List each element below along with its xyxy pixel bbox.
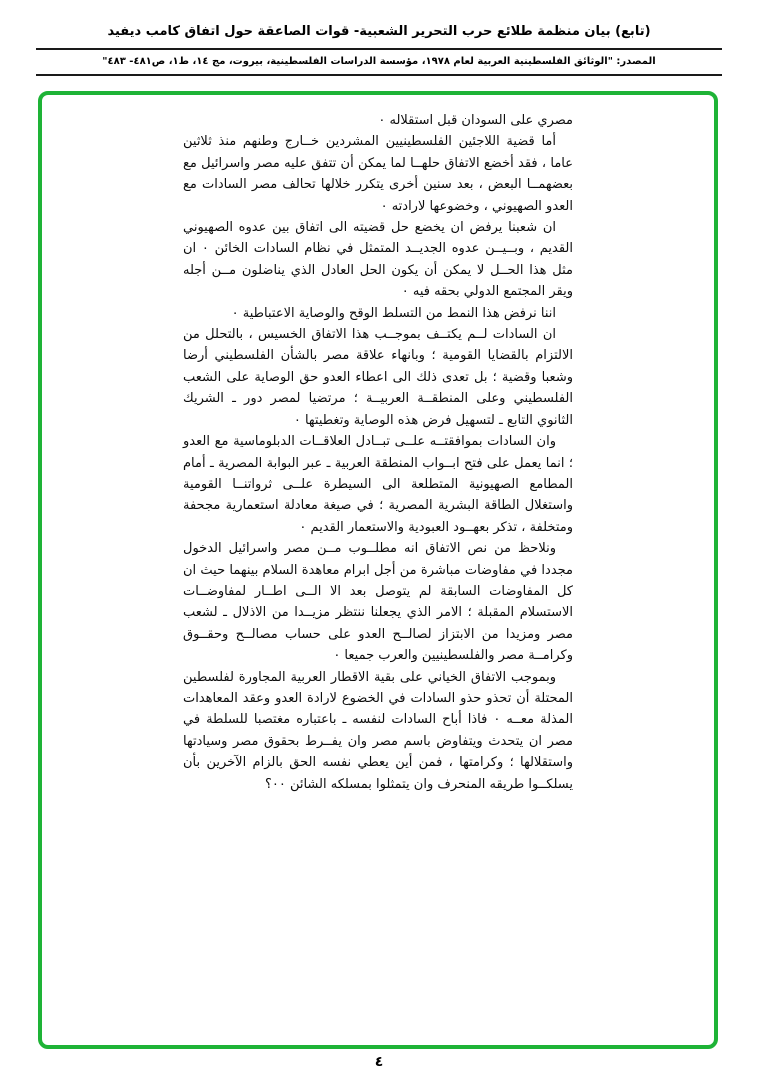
document-header: [0, 0, 758, 76]
paragraph: اننا نرفض هذا النمط من التسلط الوقح والوصاية الاعتباطية ٠: [231, 305, 556, 321]
paragraph: ان السادات لــم يكتــف بموجــب هذا الاتفاق الخسيس ، بالتحلل من الالتزام بالقضايا القومية ؛ وبانهاء علاقة مصر بالشأن الفلسطيني أرضا وشعبا وقضية ؛ بل تعدى ذلك الى اعطاء العدو حق الوصاية على الشعب الفلسطيني وعلى المنطقــة العربيــة ؛ مرتضيا لمصر دور ـ الشريك الثانوي التابع ـ لتسهيل فرض هذه الوصاية وتغطيتها ٠: [183, 327, 573, 428]
green-border-frame: [38, 91, 718, 1049]
document-title: (تابع) بيان منظمة طلائع حرب التحرير الشعبية- قوات الصاعقة حول اتفاق كامب ديفيد: [107, 24, 651, 39]
header-divider-top: [36, 48, 722, 50]
paragraph: وان السادات بموافقتــه علــى تبــادل العلاقــات الدبلوماسية مع العدو ؛ انما يعمل على فتح ابــواب المنطقة العربية ـ عبر البوابة المصرية ـ أمام المطامع الصهيونية المتطلعة الى السيطرة علــى ثرواتنــا القومية واستغلال الطاقة البشرية المصرية ؛ في صيغة معادلة استعمارية مجحفة ومتخلفة ، تذكر بعهــود العبودية والاستعمار القديم ٠: [183, 434, 573, 535]
paragraph: مصري على السودان قبل استقلاله ٠: [378, 113, 573, 128]
page-number: ٤: [374, 1054, 384, 1070]
paragraph: أما قضية اللاجئين الفلسطينيين المشردين خــارج وطنهم منذ ثلاثين عاما ، فقد أخضع الاتفاق حلهــا لما يمكن أن تتفق عليه مصر واسرائيل مع بعضهمــا البعض ، بعد سنين أخرى يتكرر خلالها تحالف مصر السادات مع العدو الصهيوني ، وخضوعها لارادته ٠: [183, 134, 573, 214]
source-line: المصدر: "الوثائق الفلسطينية العربية لعام ١٩٧٨، مؤسسة الدراسات الفلسطينية، بيروت، مج ١٤، ط١، ص٤٨١- ٤٨٣": [102, 56, 656, 67]
paragraph: وبموجب الاتفاق الخياني على بقية الاقطار العربية المجاورة لفلسطين المحتلة أن تحذو حذو السادات في الخضوع لارادة العدو وعقد المعاهدات المذلة معــه ٠ فاذا أباح السادات لنفسه ـ باعتباره مغتصبا للسلطة في مصر ان يتحدث ويتفاوض باسم مصر وان يفــرط بحقوق مصر وسيادتها واستقلالها ؛ وكرامتها ، فمن أين يعطي نفسه الحق بالزام الآخرين بأن يسلكــوا طريقه المنحرف وان يتمثلوا بمسلكه الشائن ٠٠؟: [183, 669, 573, 792]
paragraph: ان شعبنا يرفض ان يخضع حل قضيته الى اتفاق بين عدوه الصهيوني القديم ، وبــيــن عدوه الجديــد المتمثل في نظام السادات الخائن ٠ ان مثل هذا الحــل لا يمكن أن يكون الحل العادل الذي يناضلون مــن أجله ويقر المجتمع الدولي بحقه فيه ٠: [183, 220, 574, 300]
body-text: [183, 110, 573, 795]
header-divider-bottom: [36, 74, 722, 76]
paragraph: ونلاحظ من نص الاتفاق انه مطلــوب مــن مصر واسرائيل الدخول مجددا في مفاوضات مباشرة من أجل ابرام معاهدة السلام بينهما حيث ان كل المفاوضات السابقة لم يتوصل بعد الا الــى اطــار لمفاوضــات الاستسلام المقبلة ؛ الامر الذي يجعلنا ننتظر مزيــدا من الاذلال ـ لشعب مصر ومزيدا من الابتزاز لصالــح العدو على حساب مصالــح وحقــوق وكرامــة مصر والفلسطينيين والعرب جميعا ٠: [183, 541, 573, 664]
